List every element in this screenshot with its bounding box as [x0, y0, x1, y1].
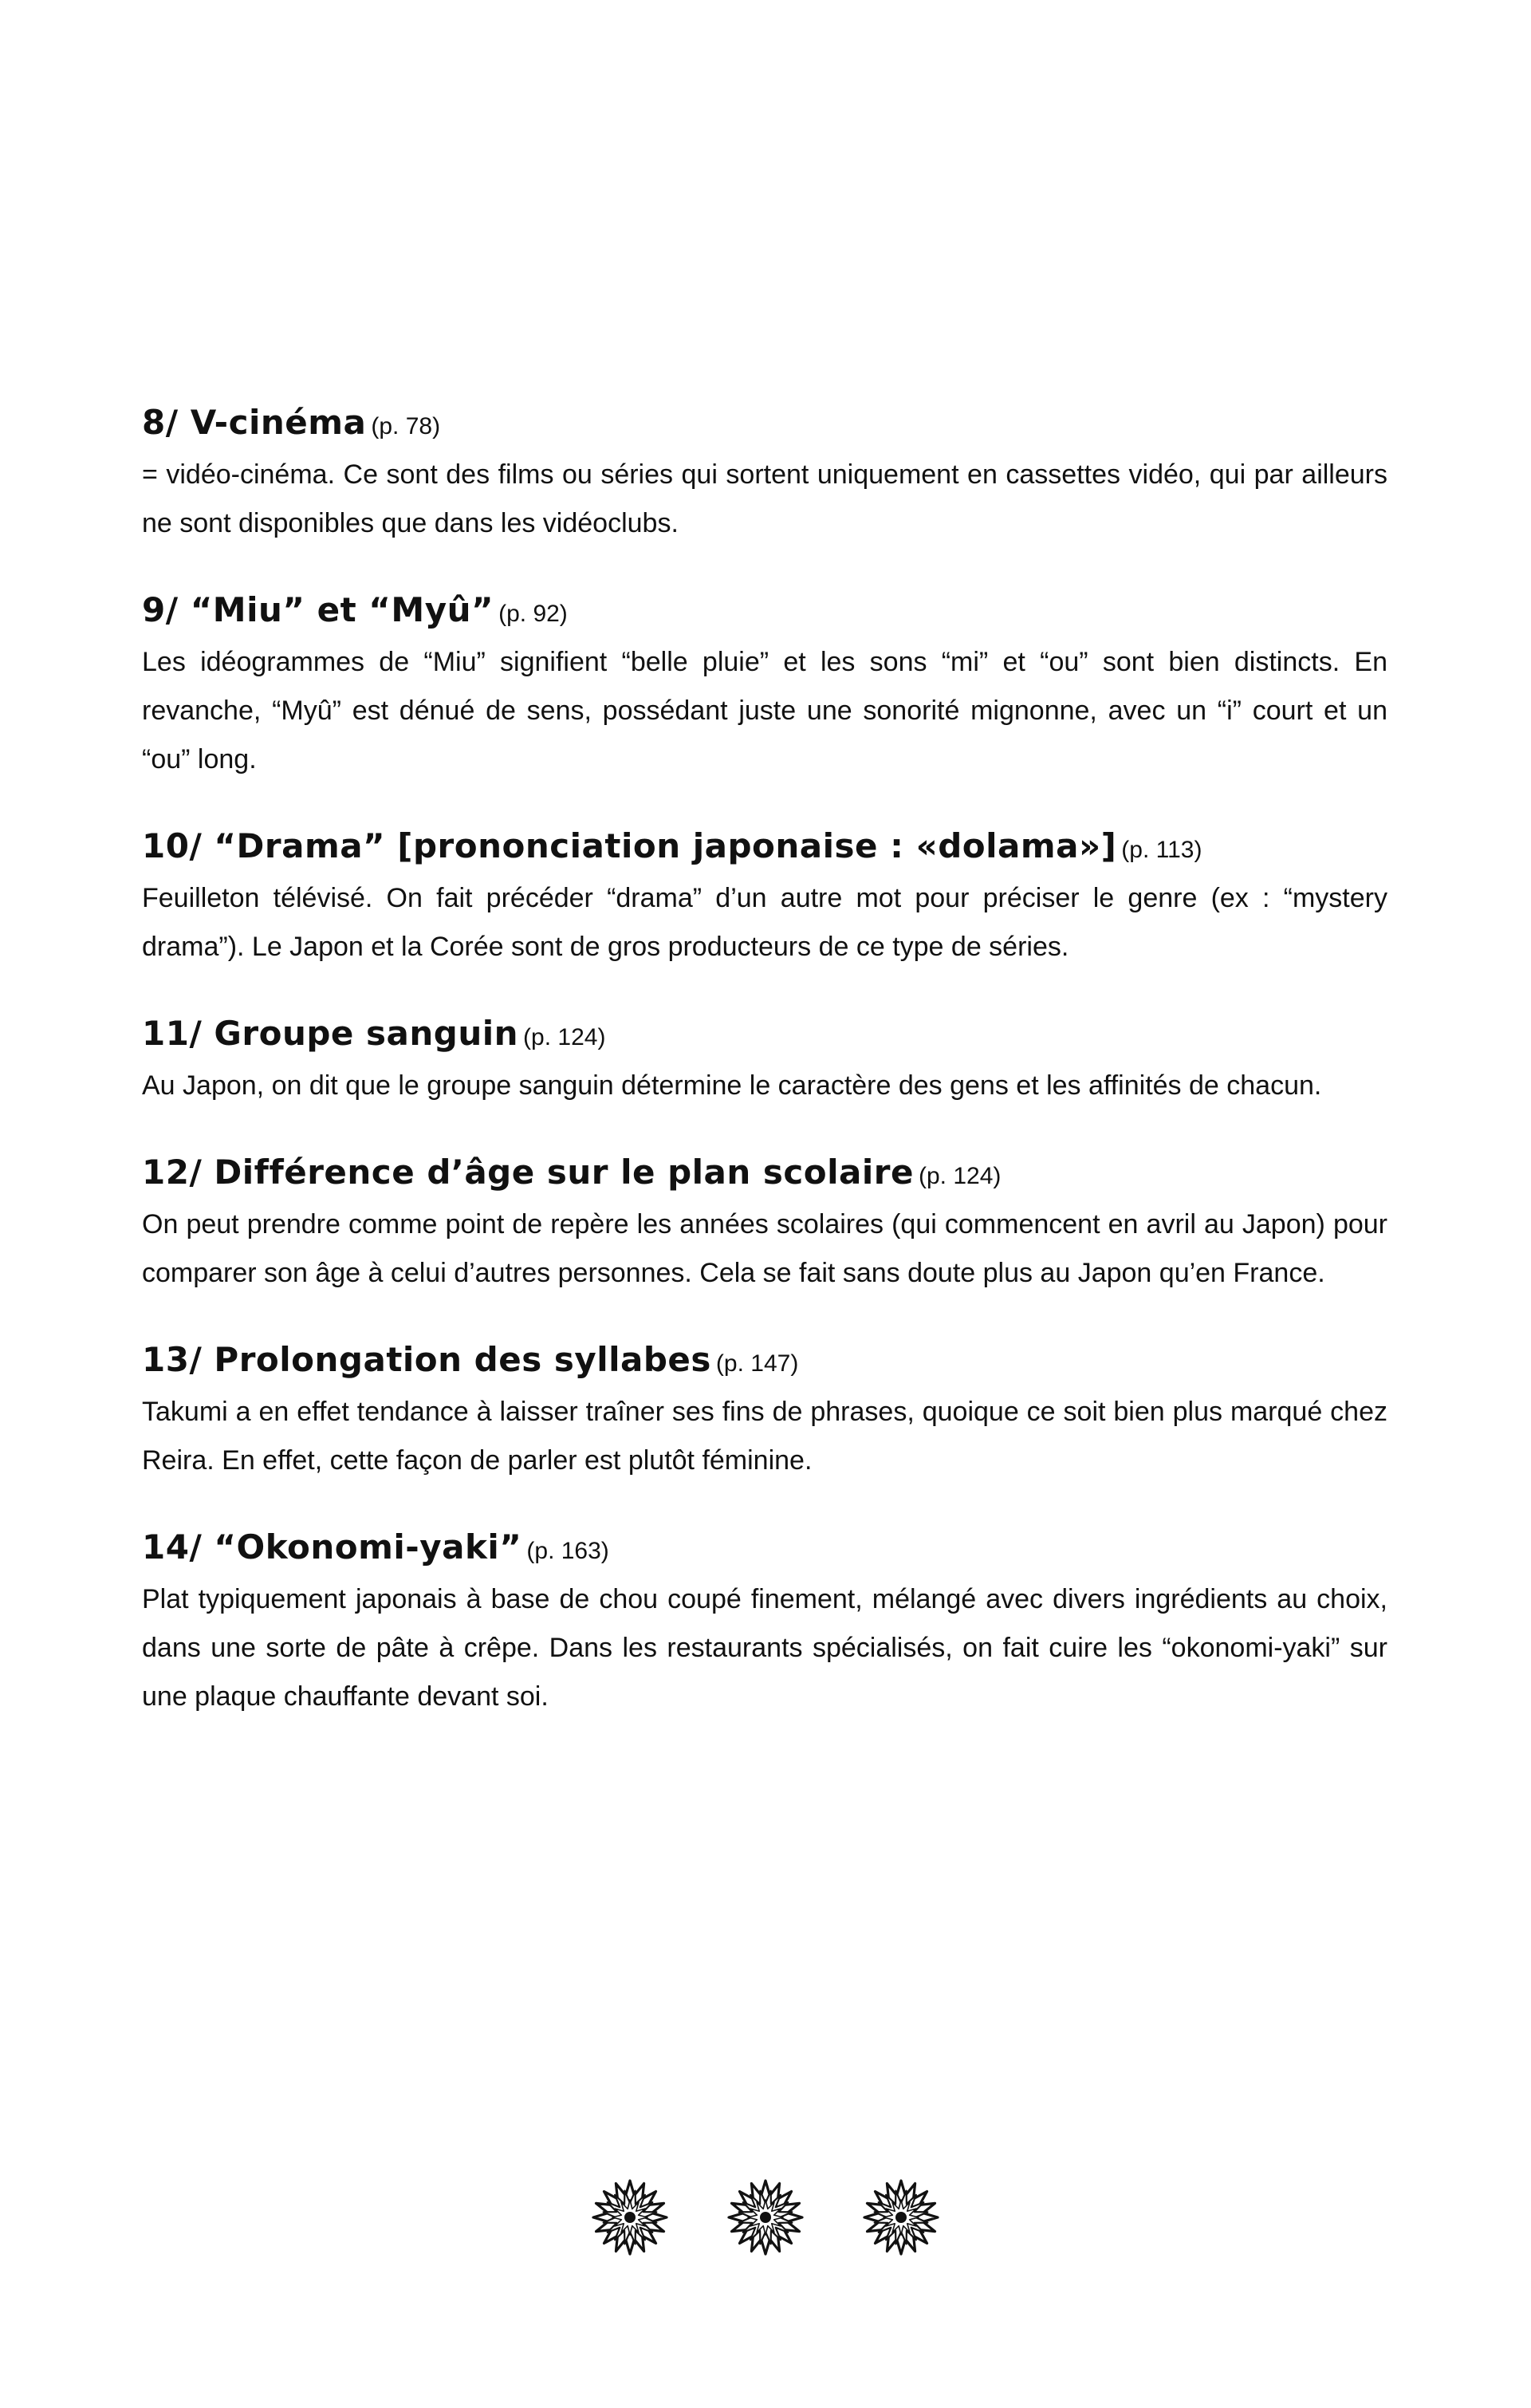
- page-reference: (p. 113): [1121, 837, 1202, 863]
- note-heading: [142, 1523, 1387, 1575]
- note-body: On peut prendre comme point de repère les années scolaires (qui commencent en avril au Japon) pour comparer son âge à celui d’autres personnes. Cela se fait sans doute plus au Japon qu’en France.: [142, 1209, 1387, 1288]
- note-body: Au Japon, on dit que le groupe sanguin détermine le caractère des gens et les affinités de chacun.: [142, 1070, 1322, 1101]
- note-number: 10/: [142, 826, 203, 865]
- note-title: “Miu” et “Myû”: [190, 590, 494, 629]
- star-flower-ornament-icon: [726, 2177, 805, 2257]
- note-heading: [142, 586, 1387, 638]
- ornament-center: [895, 2212, 907, 2223]
- page-reference: (p. 147): [715, 1350, 799, 1377]
- note-title: “Drama” [prononciation japonaise : «dolama»]: [214, 826, 1117, 865]
- page-reference: (p. 163): [526, 1538, 609, 1564]
- note-14: [142, 1523, 1387, 1721]
- note-heading: [142, 1336, 1387, 1388]
- glossary-notes: [142, 399, 1387, 1760]
- note-8: [142, 399, 1387, 548]
- note-title: V-cinéma: [190, 403, 367, 442]
- note-body: Plat typiquement japonais à base de chou coupé finement, mélangé avec divers ingrédients au choix, dans une sorte de pâte à crêpe. Dans les restaurants spécialisés, on fait cuire les “okonomi-yaki” sur une plaque chauffante devant soi.: [142, 1584, 1387, 1712]
- note-heading: [142, 822, 1387, 874]
- note-title: Prolongation des syllabes: [214, 1340, 711, 1379]
- note-body: = vidéo-cinéma. Ce sont des films ou séries qui sortent uniquement en cassettes vidéo, qui par ailleurs ne sont disponibles que dans les vidéoclubs.: [142, 459, 1387, 538]
- note-heading: [142, 399, 1387, 451]
- note-title: Groupe sanguin: [214, 1014, 519, 1053]
- note-body: Takumi a en effet tendance à laisser traîner ses fins de phrases, quoique ce soit bien plus marqué chez Reira. En effet, cette façon de parler est plutôt féminine.: [142, 1397, 1387, 1476]
- note-heading: [142, 1010, 1387, 1062]
- note-11: [142, 1010, 1387, 1110]
- note-heading: [142, 1149, 1387, 1200]
- page-reference: (p. 124): [523, 1024, 606, 1050]
- note-number: 8/: [142, 403, 179, 442]
- star-flower-ornament-icon: [861, 2177, 941, 2257]
- note-body: Feuilleton télévisé. On fait précéder “drama” d’un autre mot pour préciser le genre (ex : “mystery drama”). Le Japon et la Corée sont de gros producteurs de ce type de séries.: [142, 883, 1387, 962]
- note-number: 12/: [142, 1153, 203, 1192]
- note-title: “Okonomi-yaki”: [214, 1527, 522, 1567]
- note-10: [142, 822, 1387, 971]
- ornament-center: [624, 2212, 636, 2223]
- note-title: Différence d’âge sur le plan scolaire: [214, 1153, 914, 1192]
- page-reference: (p. 78): [371, 413, 441, 439]
- note-number: 11/: [142, 1014, 203, 1053]
- note-body: Les idéogrammes de “Miu” signifient “belle pluie” et les sons “mi” et “ou” sont bien distincts. En revanche, “Myû” est dénué de sens, possédant juste une sonorité mignonne, avec un “i” court et un “ou” long.: [142, 647, 1387, 774]
- note-13: [142, 1336, 1387, 1485]
- page-reference: (p. 92): [498, 601, 568, 627]
- note-number: 13/: [142, 1340, 203, 1379]
- note-12: [142, 1149, 1387, 1298]
- star-flower-ornament-icon: [590, 2177, 670, 2257]
- ornament-row: [0, 2177, 1531, 2257]
- note-number: 14/: [142, 1527, 203, 1567]
- note-9: [142, 586, 1387, 784]
- note-number: 9/: [142, 590, 179, 629]
- page-reference: (p. 124): [919, 1163, 1002, 1189]
- ornament-center: [760, 2212, 771, 2223]
